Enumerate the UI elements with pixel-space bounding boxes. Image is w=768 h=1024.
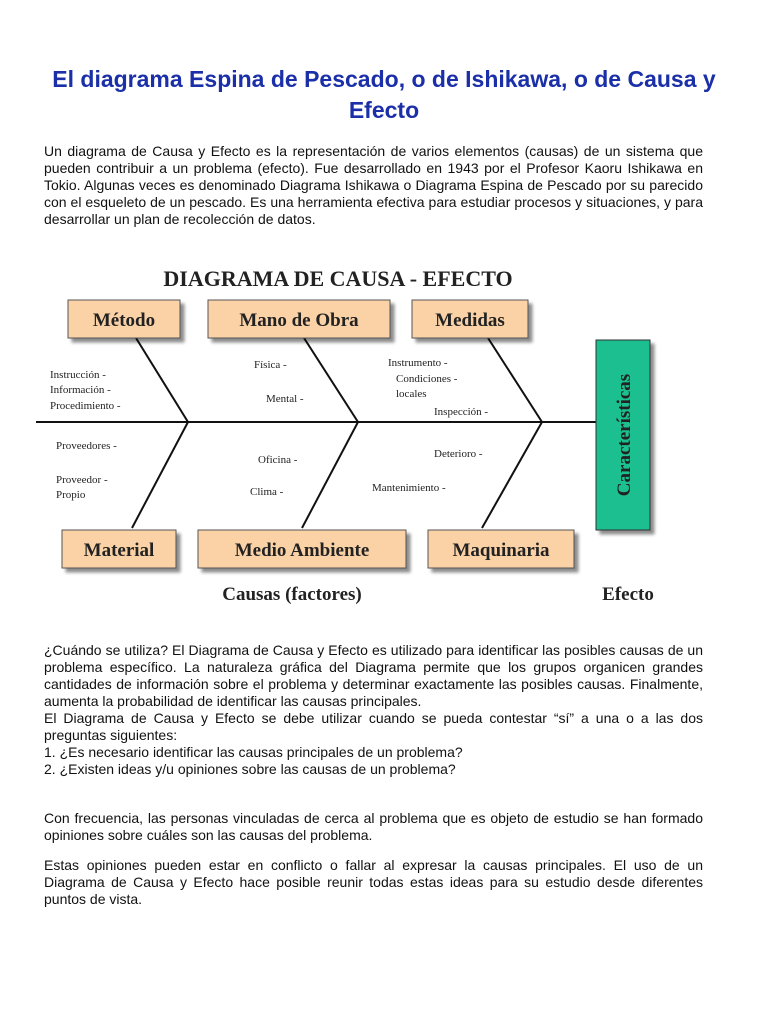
bone-mano-obra	[304, 338, 358, 422]
category-material: Material	[83, 540, 155, 561]
cause-inspeccion: Inspección -	[434, 406, 489, 418]
cause-mental: Mental -	[266, 393, 304, 405]
category-maquinaria: Maquinaria	[452, 540, 550, 561]
cause-deterioro: Deterioro -	[434, 448, 483, 460]
fishbone-lines	[36, 338, 596, 528]
cause-mantenimiento: Mantenimiento -	[372, 482, 446, 494]
category-medidas: Medidas	[435, 310, 505, 331]
conflict-paragraph: Estas opiniones pueden estar en conflicto o fallar al expresar la causas principales. El uso de un Diagrama de Causa y Efecto hace posible reunir todas estas ideas para su estudio desde diferentes puntos de vista.	[44, 857, 703, 907]
opinions-paragraph: Con frecuencia, las personas vinculadas de cerca al problema que es objeto de estudio se han formado opiniones sobre cuáles son las causas del problema.	[44, 810, 703, 843]
when-used-paragraph: ¿Cuándo se utiliza? El Diagrama de Causa y Efecto es utilizado para identificar las posibles causas de un problema específico. La naturaleza gráfica del Diagrama permite que los grupos organicen grandes cantidades de información sobre el problema y determinar exactamente las posibles causas. Finalmente, aumenta la probabilidad de identificar las causas principales.	[44, 642, 703, 709]
category-mano-obra: Mano de Obra	[239, 310, 359, 331]
cause-oficina: Oficina -	[258, 454, 298, 466]
fishbone-diagram	[36, 256, 716, 616]
bone-maquinaria	[482, 422, 542, 528]
cause-procedimiento: Procedimiento -	[50, 400, 121, 412]
cause-fisica: Física -	[254, 359, 287, 371]
intro-paragraph: Un diagrama de Causa y Efecto es la representación de varios elementos (causas) de un sistema que pueden contribuir a un problema (efecto). Fue desarrollado en 1943 por el Profesor Kaoru Ishikawa en Tokio. Algunas veces es denominado Diagrama Ishikawa o Diagrama Espina de Pescado por su parecido con el esqueleto de un pescado. Es una herramienta efectiva para estudiar procesos y situaciones, y para desarrollar un plan de recolección de datos.	[44, 143, 703, 227]
bone-material	[132, 422, 188, 528]
cause-condiciones: Condiciones -	[396, 373, 458, 385]
effect-box-label: Características	[614, 373, 635, 497]
when-used-condition: El Diagrama de Causa y Efecto se debe utilizar cuando se pueda contestar “sí” a una o a las dos preguntas siguientes:	[44, 710, 703, 743]
cause-locales: locales	[396, 388, 427, 400]
when-used-section	[44, 642, 703, 778]
diagram-heading: DIAGRAMA DE CAUSA - EFECTO	[163, 266, 513, 291]
bone-metodo	[136, 338, 188, 422]
cause-proveedores: Proveedores -	[56, 440, 117, 452]
cause-instruccion: Instrucción -	[50, 369, 106, 381]
question-1: 1. ¿Es necesario identificar las causas principales de un problema?	[44, 744, 463, 760]
cause-instrumento: Instrumento -	[388, 357, 448, 369]
effect-label: Efecto	[602, 584, 654, 605]
cause-propio: Propio	[56, 489, 86, 501]
page-title: El diagrama Espina de Pescado, o de Ishikawa, o de Causa y Efecto	[52, 66, 716, 123]
fishbone-svg	[36, 256, 716, 616]
causes-label: Causas (factores)	[222, 584, 362, 605]
bone-medidas	[488, 338, 542, 422]
bone-medio-ambiente	[302, 422, 358, 528]
cause-clima: Clima -	[250, 486, 284, 498]
category-metodo: Método	[92, 310, 156, 331]
cause-informacion: Información -	[50, 384, 111, 396]
question-2: 2. ¿Existen ideas y/u opiniones sobre las causas de un problema?	[44, 761, 456, 777]
category-medio-ambiente: Medio Ambiente	[234, 540, 370, 561]
cause-proveedor: Proveedor -	[56, 474, 108, 486]
